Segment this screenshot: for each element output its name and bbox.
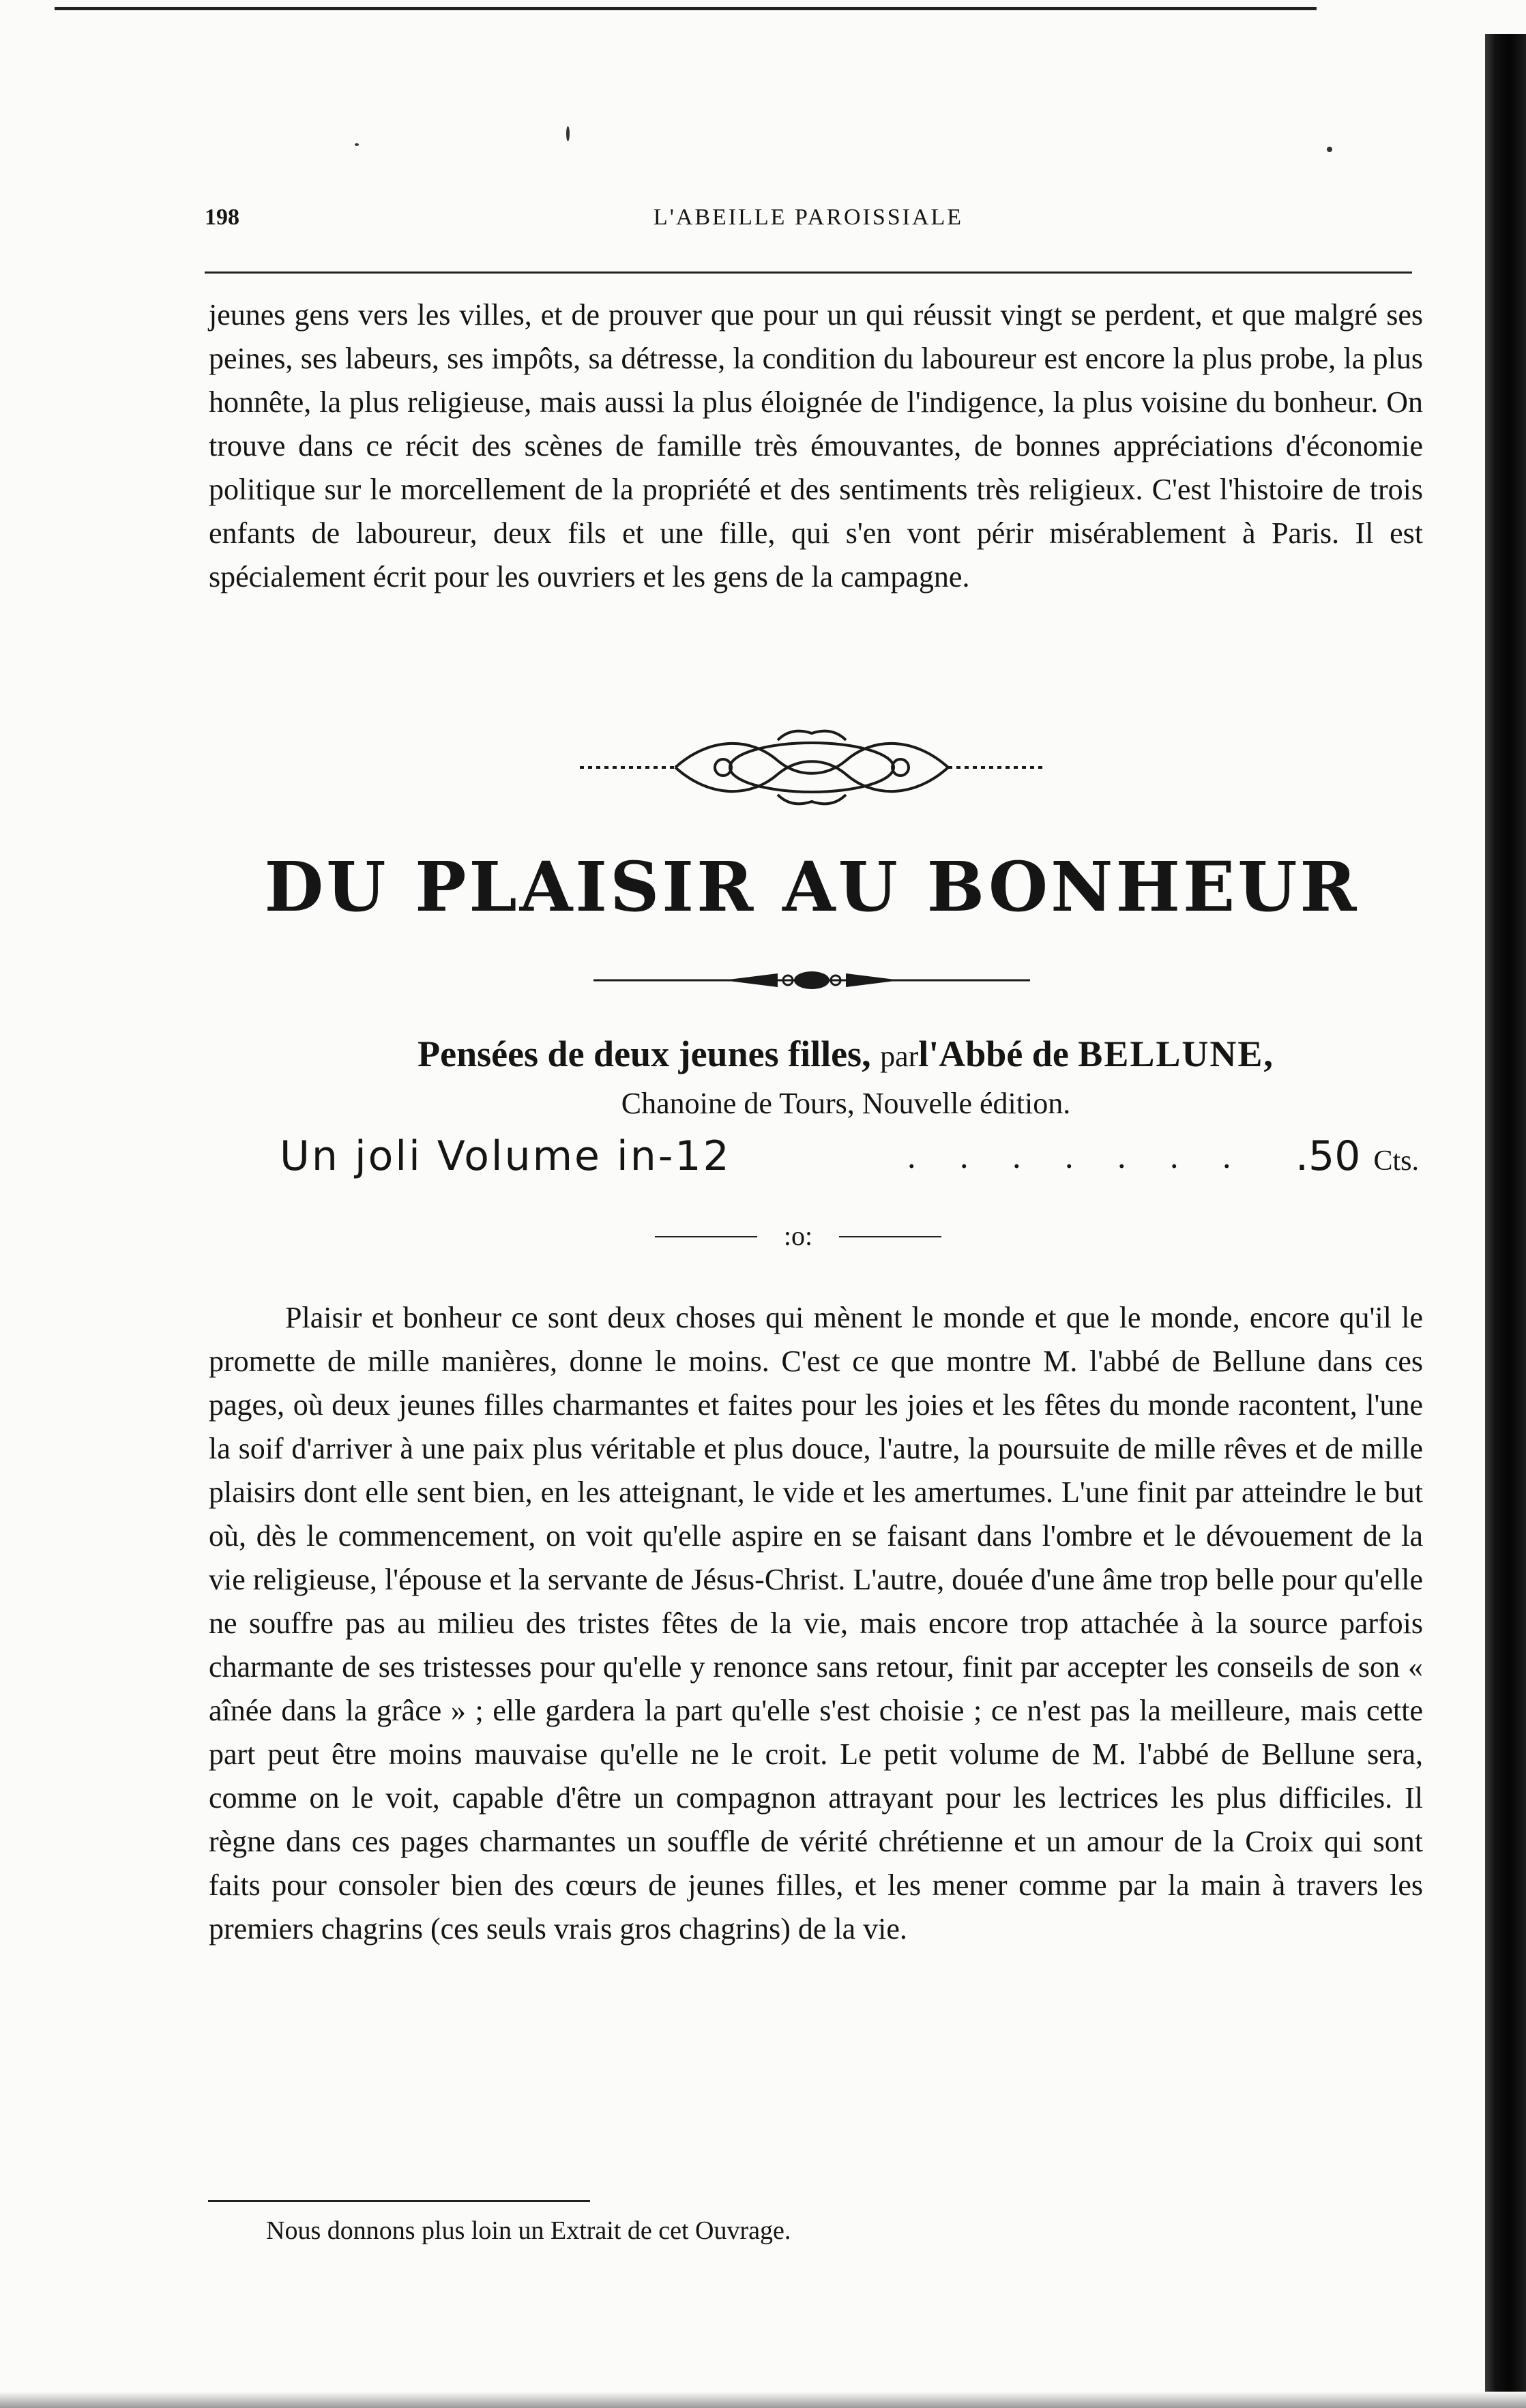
scroll-ornament-icon	[573, 723, 1051, 812]
journal-title: L'ABEILLE PAROISSIALE	[653, 205, 964, 230]
price-unit: Cts.	[1373, 1145, 1419, 1177]
footnote-rule	[208, 2200, 590, 2202]
price-line	[280, 1132, 1419, 1187]
scan-bottom-shadow	[0, 2392, 1526, 2408]
scan-speck	[355, 143, 359, 146]
page-number: 198	[205, 205, 239, 230]
price-leaders: . . . . . . .	[907, 1137, 1249, 1175]
scan-speck	[1327, 147, 1332, 152]
book-title-line	[205, 1030, 1487, 1081]
section-title: DU PLAISIR AU BONHEUR	[264, 847, 1360, 927]
book-by: par	[880, 1040, 919, 1073]
footnote: Nous donnons plus loin un Extrait de cet Ouvrage.	[266, 2216, 791, 2245]
price-value	[1295, 1132, 1419, 1180]
book-author-prefix: l'Abbé de	[918, 1033, 1069, 1074]
book-subtitle: Chanoine de Tours, Nouvelle édition.	[621, 1087, 1071, 1120]
intro-paragraph: jeunes gens vers les villes, et de prouver que pour un qui réussit vingt se perdent, et que malgré ses peines, ses labeurs, ses impôts, sa détresse, la condition du laboureur est encore la plus probe, la plus honnête, la plus religieuse, mais aussi la plus éloignée de l'indigence, la plus voisine du bonheur. On trouve dans ce récit des scènes de famille très émouvantes, de bonnes appréciations d'économie politique sur le morcellement de la propriété et des sentiments très religieux. C'est l'histoire de trois enfants de laboureur, deux fils et une fille, qui s'en vont périr misérablement à Paris. Il est spécialement écrit pour les ouvriers et les gens de la campagne.	[209, 298, 1423, 593]
running-head	[205, 205, 1412, 239]
price-amount: .50	[1295, 1132, 1361, 1180]
book-format: Un joli Volume in-12	[280, 1132, 731, 1180]
scan-top-border	[55, 7, 1317, 10]
scan-speck	[566, 126, 570, 141]
book-author-name: BELLUNE,	[1078, 1033, 1274, 1074]
header-rule	[205, 271, 1412, 274]
scan-edge-shadow	[1485, 34, 1526, 2408]
section-divider: :o:	[655, 1220, 941, 1254]
review-paragraph: Plaisir et bonheur ce sont deux choses qui mènent le monde et que le monde, encore qu'il le promette de mille manières, donne le moins. C'est ce que montre M. l'abbé de Bellune dans ces pages, où deux jeunes filles charmantes et faites pour les joies et les fêtes du monde racontent, l'une la soif d'arriver à une paix plus véritable et plus douce, l'autre, la poursuite de mille rêves et de mille plaisirs dont elle sent bien, en les atteignant, le vide et les amertumes. L'une finit par atteindre le but où, dès le commencement, on voit qu'elle aspire en se faisant dans l'ombre et le dévouement de la vie religieuse, l'épouse et la servante de Jésus-Christ. L'autre, douée d'une âme trop belle pour qu'elle ne souffre pas au milieu des tristes fêtes de la vie, mais encore trop attachée à la source parfois charmante de ses tristesses pour qu'elle y renonce sans retour, finit par accepter les conseils de son « aînée dans la grâce » ; elle gardera la part qu'elle s'est choisie ; ce n'est pas la meilleure, mais cette part peut être moins mauvaise qu'elle ne le croit. Le petit volume de M. l'abbé de Bellune sera, comme on le voit, capable d'être un compagnon attrayant pour les lectrices les plus difficiles. Il règne dans ces pages charmantes un souffle de vérité chrétienne et un amour de la Croix qui sont faits pour consoler bien des cœurs de jeunes filles, et les mener comme par la main à travers les premiers chagrins (ces seuls vrais gros chagrins) de la vie.	[209, 1301, 1423, 1946]
book-title: Pensées de deux jeunes filles,	[417, 1033, 871, 1074]
decorative-rule-icon	[593, 969, 1030, 992]
